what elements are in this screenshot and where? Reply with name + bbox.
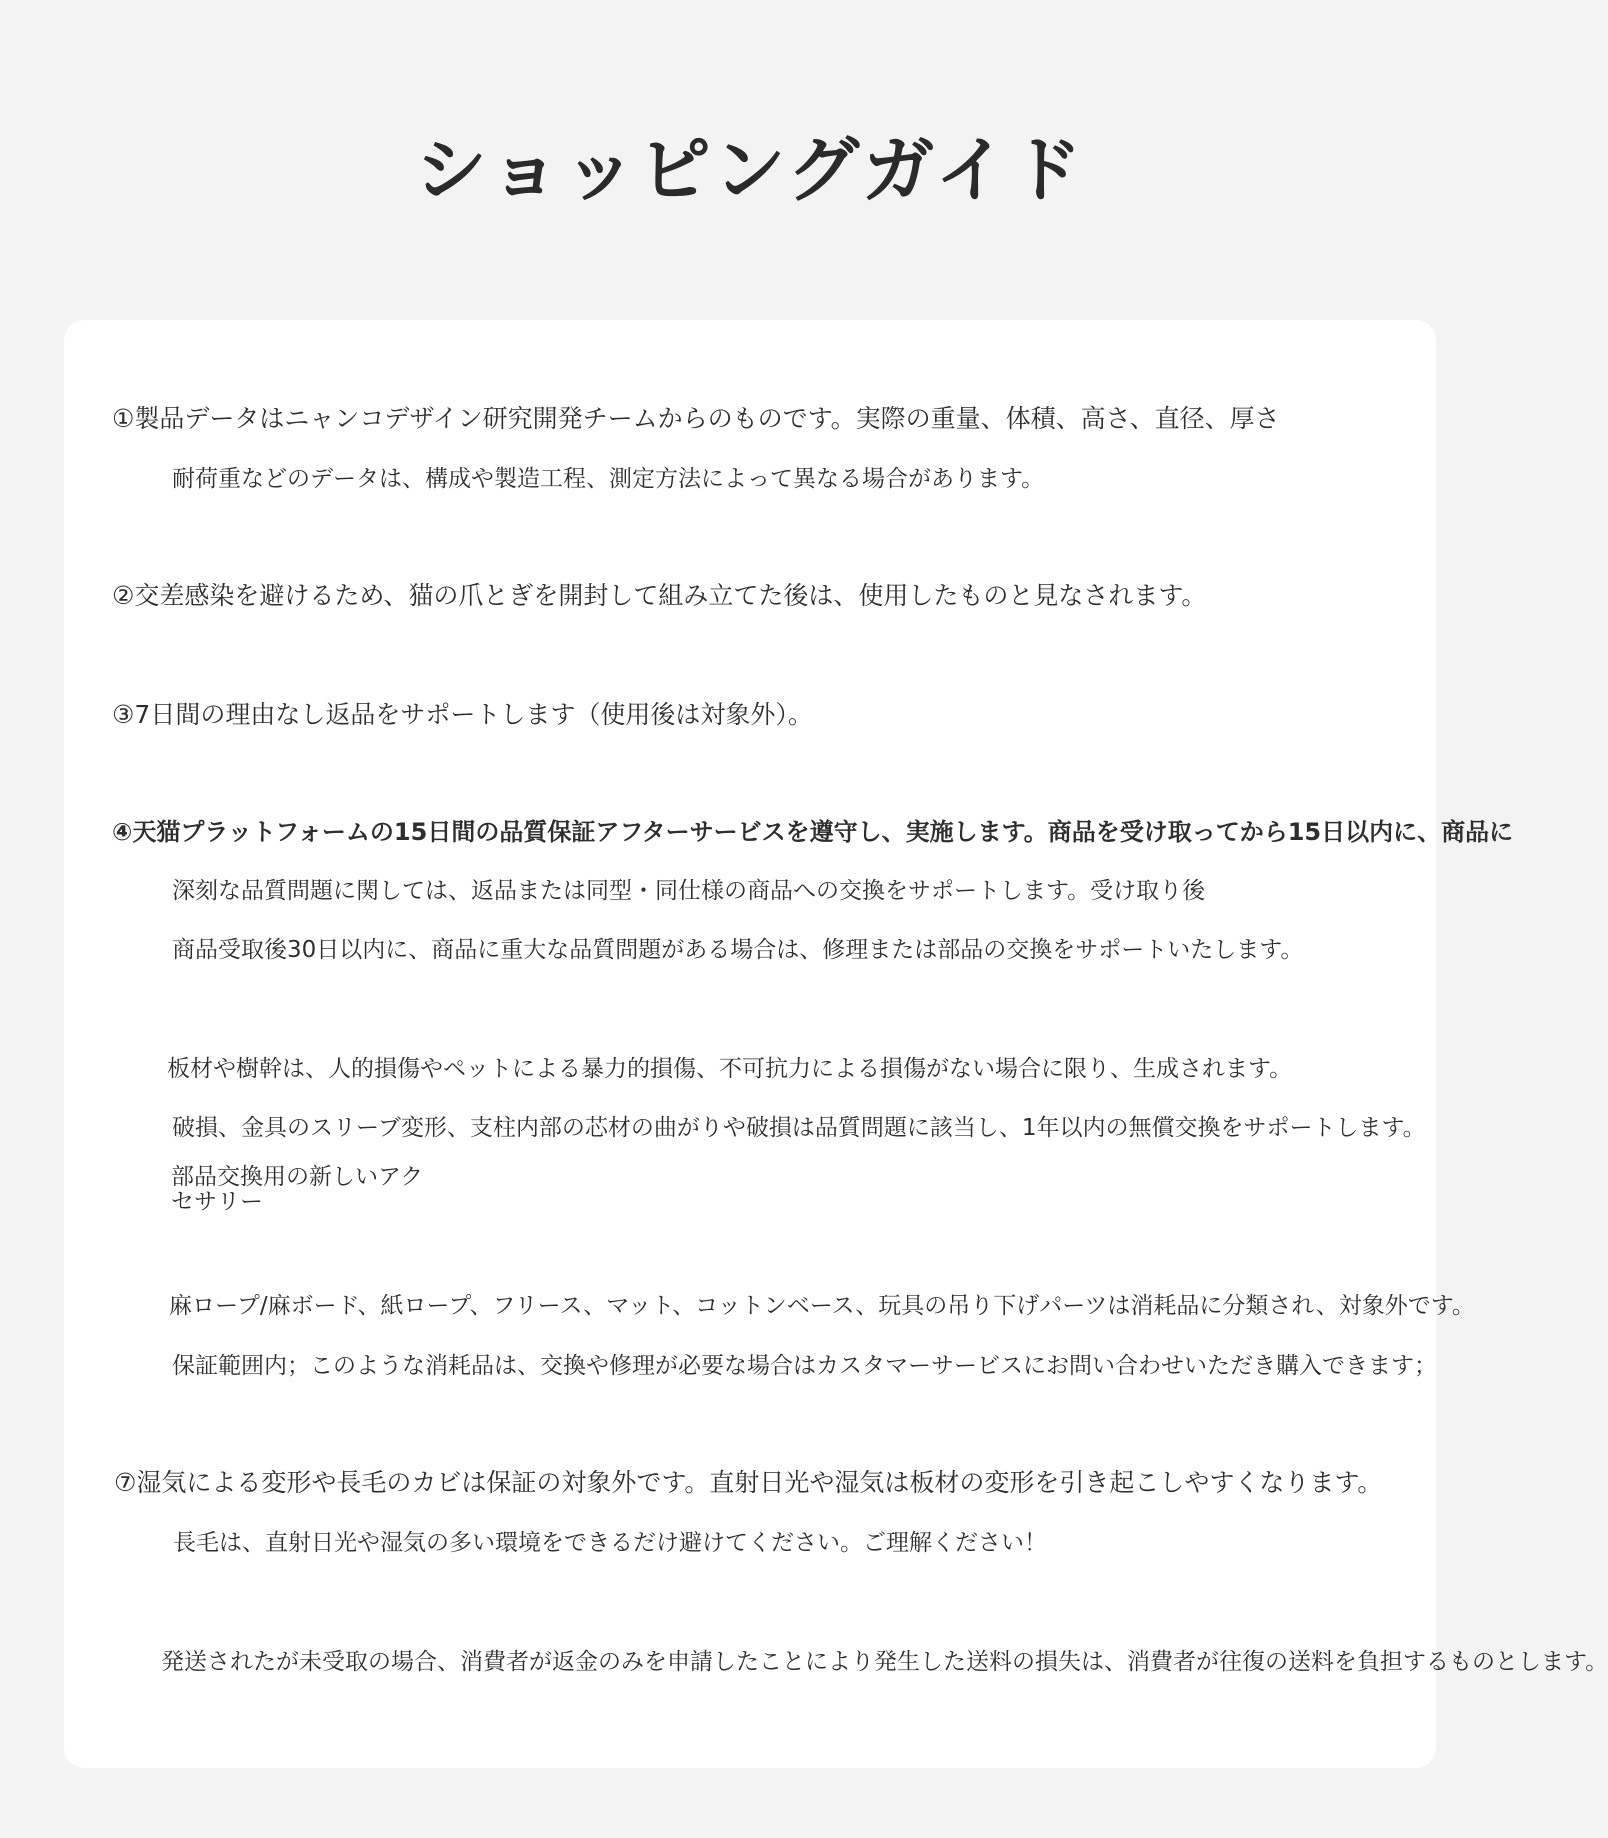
guide-item-4-line-1: ④天猫プラットフォームの15日間の品質保証アフターサービスを遵守し、実施します。商品を受け取ってから15日以内に、商品に bbox=[112, 818, 1514, 846]
guide-item-5-line-2: 破損、金具のスリーブ変形、支柱内部の芯材の曲がりや破損は品質問題に該当し、1年以内の無償交換をサポートします。 bbox=[172, 1115, 1426, 1141]
guide-item-6-line-2: 保証範囲内；このような消耗品は、交換や修理が必要な場合はカスタマーサービスにお問い合わせいただき購入できます； bbox=[172, 1353, 1437, 1379]
guide-item-4-line-2: 深刻な品質問題に関しては、返品または同型・同仕様の商品への交換をサポートします。受け取り後 bbox=[172, 878, 1206, 904]
guide-item-6-line-1: 麻ロープ/麻ボード、紙ロープ、フリース、マット、コットンベース、玩具の吊り下げパーツは消耗品に分類され、対象外です。 bbox=[169, 1293, 1475, 1319]
guide-item-2-line-1: ②交差感染を避けるため、猫の爪とぎを開封して組み立てた後は、使用したものと見なされます。 bbox=[112, 581, 1207, 610]
shopping-guide-card bbox=[64, 320, 1608, 1768]
guide-item-5-line-1: 板材や樹幹は、人的損傷やペットによる暴力的損傷、不可抗力による損傷がない場合に限り、生成されます。 bbox=[167, 1056, 1293, 1082]
guide-item-1-line-2: 耐荷重などのデータは、構成や製造工程、測定方法によって異なる場合があります。 bbox=[172, 466, 1045, 492]
guide-item-7-line-1: ⑦湿気による変形や長毛のカビは保証の対象外です。直射日光や湿気は板材の変形を引き起こしやすくなります。 bbox=[114, 1468, 1383, 1497]
guide-item-3-line-1: ③7日間の理由なし返品をサポートします（使用後は対象外）。 bbox=[112, 700, 813, 729]
guide-item-5-line-3: 部品交換用の新しいアクセサリー bbox=[171, 1164, 424, 1215]
guide-item-4-line-3: 商品受取後30日以内に、商品に重大な品質問題がある場合は、修理または部品の交換をサポートいたします。 bbox=[172, 937, 1304, 963]
guide-item-1-line-1: ①製品データはニャンコデザイン研究開発チームからのものです。実際の重量、体積、高さ、直径、厚さ bbox=[112, 404, 1280, 433]
guide-item-7-line-2: 長毛は、直射日光や湿気の多い環境をできるだけ避けてください。ご理解ください！ bbox=[173, 1530, 1047, 1556]
guide-item-8-line-1: 発送されたが未受取の場合、消費者が返金のみを申請したことにより発生した送料の損失は、消費者が往復の送料を負担するものとします。 bbox=[161, 1649, 1608, 1675]
page-title: ショッピングガイド bbox=[415, 128, 1085, 212]
